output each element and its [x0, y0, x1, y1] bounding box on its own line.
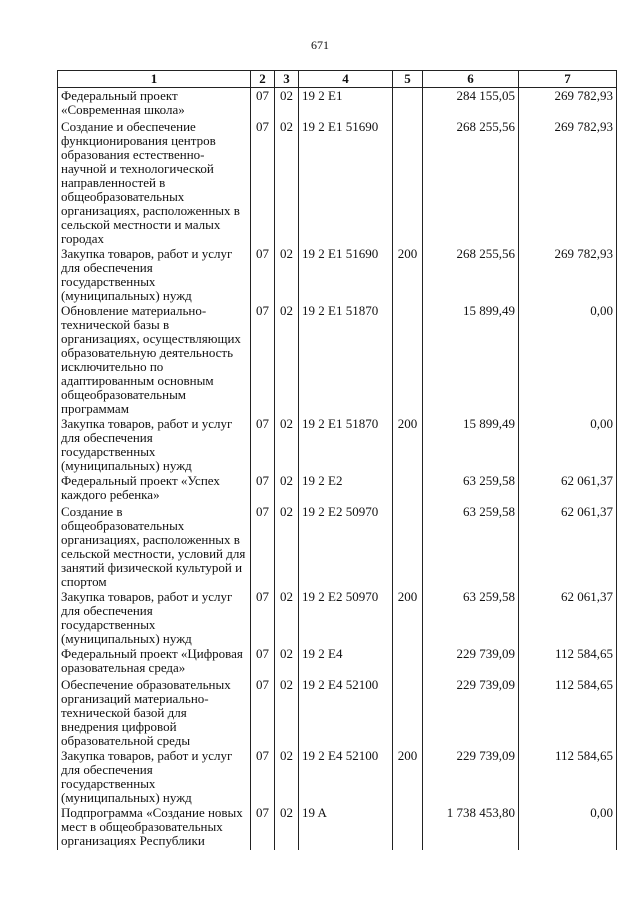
table-row: [58, 473, 617, 504]
table-body: [58, 88, 617, 851]
subsection-cell: 02: [275, 677, 299, 748]
row-name-cell: Федеральный проект «Цифровая оразовательная среда»: [58, 646, 251, 677]
subsection-cell: 02: [275, 88, 299, 120]
amount-2-cell: 0,00: [519, 805, 617, 850]
amount-2-cell: 62 061,37: [519, 473, 617, 504]
amount-1-cell: 229 739,09: [423, 677, 519, 748]
section-cell: 07: [251, 646, 275, 677]
table-row: [58, 119, 617, 246]
amount-2-cell: 62 061,37: [519, 504, 617, 589]
subsection-cell: 02: [275, 589, 299, 646]
header-cell: 7: [519, 71, 617, 88]
target-article-cell: 19 2 E1 51870: [299, 303, 393, 416]
row-name-cell: Обеспечение образовательных организаций материально-технической базой для внедрения цифровой образовательной среды: [58, 677, 251, 748]
amount-1-cell: 229 739,09: [423, 748, 519, 805]
expense-type-cell: [393, 805, 423, 850]
section-cell: 07: [251, 504, 275, 589]
table-row: [58, 805, 617, 850]
subsection-cell: 02: [275, 473, 299, 504]
header-cell: 6: [423, 71, 519, 88]
expense-type-cell: [393, 677, 423, 748]
amount-1-cell: 63 259,58: [423, 504, 519, 589]
header-cell: 3: [275, 71, 299, 88]
subsection-cell: 02: [275, 119, 299, 246]
budget-table: [57, 70, 617, 850]
expense-type-cell: [393, 303, 423, 416]
target-article-cell: 19 2 E1: [299, 88, 393, 120]
section-cell: 07: [251, 303, 275, 416]
amount-1-cell: 284 155,05: [423, 88, 519, 120]
target-article-cell: 19 A: [299, 805, 393, 850]
section-cell: 07: [251, 246, 275, 303]
amount-2-cell: 269 782,93: [519, 88, 617, 120]
table-row: [58, 88, 617, 120]
expense-type-cell: [393, 88, 423, 120]
amount-1-cell: 63 259,58: [423, 473, 519, 504]
amount-1-cell: 1 738 453,80: [423, 805, 519, 850]
header-cell: 1: [58, 71, 251, 88]
expense-type-cell: 200: [393, 246, 423, 303]
table-row: [58, 646, 617, 677]
amount-2-cell: 0,00: [519, 303, 617, 416]
table-row: [58, 589, 617, 646]
row-name-cell: Подпрограмма «Создание новых мест в общеобразовательных организациях Республики: [58, 805, 251, 850]
row-name-cell: Закупка товаров, работ и услуг для обеспечения государственных (муниципальных) нужд: [58, 416, 251, 473]
amount-2-cell: 0,00: [519, 416, 617, 473]
row-name-cell: Закупка товаров, работ и услуг для обеспечения государственных (муниципальных) нужд: [58, 246, 251, 303]
amount-2-cell: 112 584,65: [519, 748, 617, 805]
expense-type-cell: 200: [393, 748, 423, 805]
amount-2-cell: 112 584,65: [519, 646, 617, 677]
target-article-cell: 19 2 E4 52100: [299, 677, 393, 748]
expense-type-cell: [393, 119, 423, 246]
table-row: [58, 748, 617, 805]
section-cell: 07: [251, 416, 275, 473]
header-cell: 5: [393, 71, 423, 88]
row-name-cell: Создание и обеспечение функционирования центров образования естественно-научной и технологической направленностей в общеобразовательных организациях, расположенных в сельской местности и малых городах: [58, 119, 251, 246]
amount-2-cell: 62 061,37: [519, 589, 617, 646]
section-cell: 07: [251, 677, 275, 748]
header-row: [58, 71, 617, 88]
amount-1-cell: 15 899,49: [423, 303, 519, 416]
row-name-cell: Федеральный проект «Современная школа»: [58, 88, 251, 120]
target-article-cell: 19 2 E1 51690: [299, 246, 393, 303]
expense-type-cell: [393, 473, 423, 504]
subsection-cell: 02: [275, 303, 299, 416]
row-name-cell: Закупка товаров, работ и услуг для обеспечения государственных (муниципальных) нужд: [58, 748, 251, 805]
row-name-cell: Обновление материально-технической базы в организациях, осуществляющих образовательную деятельность исключительно по адаптированным основным общеобразовательным программам: [58, 303, 251, 416]
subsection-cell: 02: [275, 805, 299, 850]
target-article-cell: 19 2 E2 50970: [299, 589, 393, 646]
table-row: [58, 303, 617, 416]
row-name-cell: Закупка товаров, работ и услуг для обеспечения государственных (муниципальных) нужд: [58, 589, 251, 646]
amount-2-cell: 269 782,93: [519, 119, 617, 246]
expense-type-cell: [393, 646, 423, 677]
section-cell: 07: [251, 589, 275, 646]
subsection-cell: 02: [275, 504, 299, 589]
section-cell: 07: [251, 805, 275, 850]
header-cell: 2: [251, 71, 275, 88]
section-cell: 07: [251, 119, 275, 246]
page-number: 671: [311, 38, 329, 52]
subsection-cell: 02: [275, 748, 299, 805]
target-article-cell: 19 2 E1 51870: [299, 416, 393, 473]
row-name-cell: Создание в общеобразовательных организациях, расположенных в сельской местности, условий для занятий физической культурой и спортом: [58, 504, 251, 589]
section-cell: 07: [251, 748, 275, 805]
expense-type-cell: 200: [393, 416, 423, 473]
target-article-cell: 19 2 E4: [299, 646, 393, 677]
subsection-cell: 02: [275, 646, 299, 677]
table-row: [58, 246, 617, 303]
target-article-cell: 19 2 E2: [299, 473, 393, 504]
row-name-cell: Федеральный проект «Успех каждого ребенка»: [58, 473, 251, 504]
expense-type-cell: [393, 504, 423, 589]
table-row: [58, 504, 617, 589]
subsection-cell: 02: [275, 246, 299, 303]
header-cell: 4: [299, 71, 393, 88]
expense-type-cell: 200: [393, 589, 423, 646]
target-article-cell: 19 2 E1 51690: [299, 119, 393, 246]
target-article-cell: 19 2 E2 50970: [299, 504, 393, 589]
section-cell: 07: [251, 88, 275, 120]
amount-1-cell: 268 255,56: [423, 119, 519, 246]
amount-1-cell: 63 259,58: [423, 589, 519, 646]
amount-2-cell: 112 584,65: [519, 677, 617, 748]
table-row: [58, 416, 617, 473]
amount-1-cell: 15 899,49: [423, 416, 519, 473]
amount-2-cell: 269 782,93: [519, 246, 617, 303]
subsection-cell: 02: [275, 416, 299, 473]
section-cell: 07: [251, 473, 275, 504]
amount-1-cell: 268 255,56: [423, 246, 519, 303]
amount-1-cell: 229 739,09: [423, 646, 519, 677]
table-row: [58, 677, 617, 748]
target-article-cell: 19 2 E4 52100: [299, 748, 393, 805]
